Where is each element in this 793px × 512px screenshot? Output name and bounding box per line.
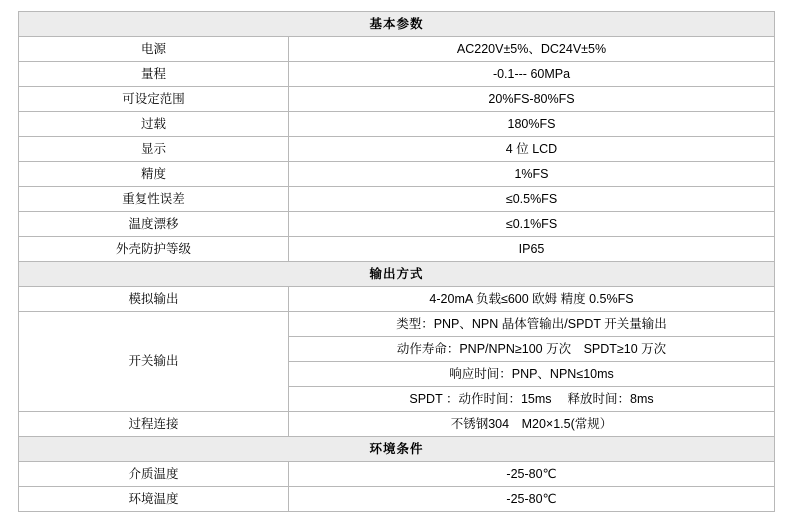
table-row — [19, 487, 775, 512]
row-value: IP65 — [289, 237, 775, 262]
row-value: 动作寿命：PNP/NPN≥100 万次 SPDT≥10 万次 — [289, 337, 775, 362]
table-row — [19, 112, 775, 137]
row-label: 精度 — [19, 162, 289, 187]
table-row — [19, 462, 775, 487]
row-value: ≤0.5%FS — [289, 187, 775, 212]
table-row — [19, 137, 775, 162]
row-label: 电源 — [19, 37, 289, 62]
row-value: 不锈钢304 M20×1.5(常规） — [289, 412, 775, 437]
table-row — [19, 287, 775, 312]
section-header-row — [19, 437, 775, 462]
row-value: -25-80℃ — [289, 487, 775, 512]
table-row — [19, 37, 775, 62]
row-label: 过程连接 — [19, 412, 289, 437]
row-label: 过载 — [19, 112, 289, 137]
table-row — [19, 87, 775, 112]
row-label: 环境温度 — [19, 487, 289, 512]
table-row — [19, 62, 775, 87]
row-value: ≤0.1%FS — [289, 212, 775, 237]
table-row — [19, 162, 775, 187]
row-value: 20%FS-80%FS — [289, 87, 775, 112]
table-row — [19, 212, 775, 237]
row-label: 模拟输出 — [19, 287, 289, 312]
table-row — [19, 187, 775, 212]
row-label: 开关输出 — [19, 312, 289, 412]
row-label: 显示 — [19, 137, 289, 162]
specification-table — [18, 11, 775, 512]
section-title: 输出方式 — [19, 262, 775, 287]
section-title: 基本参数 — [19, 12, 775, 37]
row-value: 180%FS — [289, 112, 775, 137]
row-value: 响应时间：PNP、NPN≤10ms — [289, 362, 775, 387]
section-header-row — [19, 262, 775, 287]
row-value: 4 位 LCD — [289, 137, 775, 162]
table-row — [19, 312, 775, 337]
row-value: -0.1--- 60MPa — [289, 62, 775, 87]
row-label: 介质温度 — [19, 462, 289, 487]
row-label: 量程 — [19, 62, 289, 87]
row-label: 温度漂移 — [19, 212, 289, 237]
table-row — [19, 412, 775, 437]
row-value: 4-20mA 负载≤600 欧姆 精度 0.5%FS — [289, 287, 775, 312]
row-label: 重复性误差 — [19, 187, 289, 212]
row-value: 类型：PNP、NPN 晶体管输出/SPDT 开关量输出 — [289, 312, 775, 337]
section-header-row — [19, 12, 775, 37]
row-label: 可设定范围 — [19, 87, 289, 112]
row-value: SPDT ：动作时间：15ms 释放时间：8ms — [289, 387, 775, 412]
table-body — [19, 12, 775, 512]
row-value: 1%FS — [289, 162, 775, 187]
section-title: 环境条件 — [19, 437, 775, 462]
row-label: 外壳防护等级 — [19, 237, 289, 262]
row-value: AC220V±5%、DC24V±5% — [289, 37, 775, 62]
row-value: -25-80℃ — [289, 462, 775, 487]
table-row — [19, 237, 775, 262]
